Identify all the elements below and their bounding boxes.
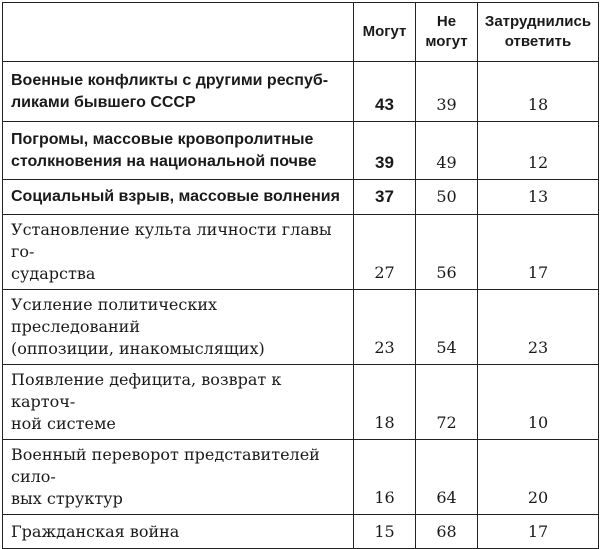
row-label: Появление дефицита, возврат к карточ- ной системе [3,365,354,440]
cell-hard: 10 [478,365,599,440]
header-hard-to-say [478,3,599,62]
cell-hard: 20 [478,440,599,515]
cell-cannot: 49 [416,122,478,180]
row-label: Гражданская война [3,515,354,549]
table-row [3,180,599,215]
header-label-cell [3,3,354,62]
row-label: Военный переворот представителей сило- вых структур [3,440,354,515]
header-can-label: Могут [362,23,407,40]
cell-can: 43 [354,62,416,122]
cell-cannot: 50 [416,180,478,215]
table-row [3,62,599,122]
cell-can: 39 [354,122,416,180]
header-cannot-line2: могут [425,33,468,50]
cell-cannot: 54 [416,290,478,365]
cell-cannot: 68 [416,515,478,549]
table-row [3,365,599,440]
cell-hard: 23 [478,290,599,365]
cell-cannot: 64 [416,440,478,515]
row-label: Усиление политических преследований (оппозиции, инакомыслящих) [3,290,354,365]
cell-hard: 13 [478,180,599,215]
cell-hard: 17 [478,515,599,549]
table-row [3,290,599,365]
row-label: Социальный взрыв, массовые волнения [3,180,354,215]
cell-cannot: 56 [416,215,478,290]
table-row [3,122,599,180]
cell-hard: 18 [478,62,599,122]
table-row [3,440,599,515]
header-can [354,3,416,62]
row-label: Военные конфликты с другими респуб- ликами бывшего СССР [3,62,354,122]
cell-can: 23 [354,290,416,365]
header-cannot [416,3,478,62]
cell-can: 18 [354,365,416,440]
header-hard-line2: ответить [504,33,572,50]
survey-table [2,2,599,549]
cell-cannot: 39 [416,62,478,122]
cell-hard: 17 [478,215,599,290]
header-row [3,3,599,62]
table-row [3,515,599,549]
row-label: Установление культа личности главы го- сударства [3,215,354,290]
cell-can: 27 [354,215,416,290]
cell-cannot: 72 [416,365,478,440]
header-hard-line1: Затруднились [484,13,592,30]
cell-can: 15 [354,515,416,549]
table-row [3,215,599,290]
cell-can: 37 [354,180,416,215]
cell-can: 16 [354,440,416,515]
row-label: Погромы, массовые кровопролитные столкновения на национальной почве [3,122,354,180]
header-cannot-line1: Не [436,13,457,30]
cell-hard: 12 [478,122,599,180]
